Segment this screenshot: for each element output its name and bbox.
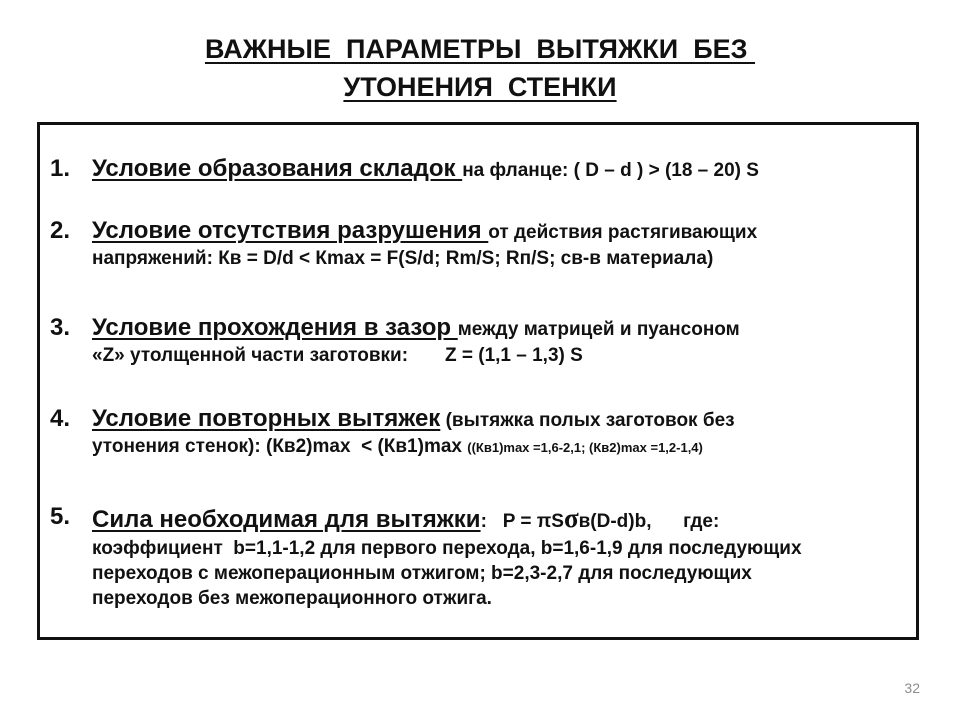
item-number: 5. — [50, 503, 71, 530]
item-text: на фланце: ( D – d ) > (18 – 20) S — [462, 160, 759, 181]
item-heading: Условие образования складок — [92, 155, 463, 182]
item-number: 3. — [50, 314, 71, 341]
item-heading: Условие прохождения в зазор — [92, 314, 458, 341]
content-box — [37, 122, 919, 640]
item-text: (вытяжка полых заготовок без — [440, 410, 735, 431]
slide-title-line2: УТОНЕНИЯ СТЕНКИ — [343, 72, 617, 102]
item-text: между матрицей и пуансоном — [457, 319, 740, 340]
item-number: 4. — [50, 405, 71, 432]
page-number: 32 — [904, 680, 920, 696]
item-heading: Условие отсутствия разрушения — [92, 217, 489, 244]
item-heading: Сила необходимая для вытяжки — [92, 506, 481, 533]
item-text-line4: переходов без межоперационного отжига. — [92, 588, 492, 609]
item-formula-a: : P = πS — [480, 511, 564, 532]
item-text-line2: коэффициент b=1,1-1,2 для первого перехода, b=1,6-1,9 для последующих — [92, 538, 802, 559]
item-heading: Условие повторных вытяжек — [92, 405, 441, 432]
slide-title — [0, 30, 960, 106]
item-text-line2: «Z» утолщенной части заготовки: Z = (1,1 – 1,3) S — [92, 345, 583, 366]
item-text: от действия растягивающих — [488, 222, 758, 243]
item-formula-b: в(D-d)b, где: — [578, 511, 720, 532]
item-text-line2-note: ((Кв1)max =1,6-2,1; (Кв2)max =1,2-1,4) — [467, 440, 703, 455]
item-number: 1. — [50, 155, 71, 182]
slide-title-line1: ВАЖНЫЕ ПАРАМЕТРЫ ВЫТЯЖКИ БЕЗ — [204, 34, 756, 64]
item-number: 2. — [50, 217, 71, 244]
sigma-symbol: σ — [563, 503, 579, 533]
item-text-line2-main: утонения стенок): (Кв2)max < (Кв1)max — [92, 436, 468, 457]
item-text-line3: переходов с межоперационным отжигом; b=2,3-2,7 для последующих — [92, 563, 752, 584]
item-text-line2 — [92, 436, 912, 458]
item-text-line2: напряжений: Кв = D/d < Кmax = F(S/d; Rm/S; Rп/S; св-в материала) — [92, 248, 714, 269]
